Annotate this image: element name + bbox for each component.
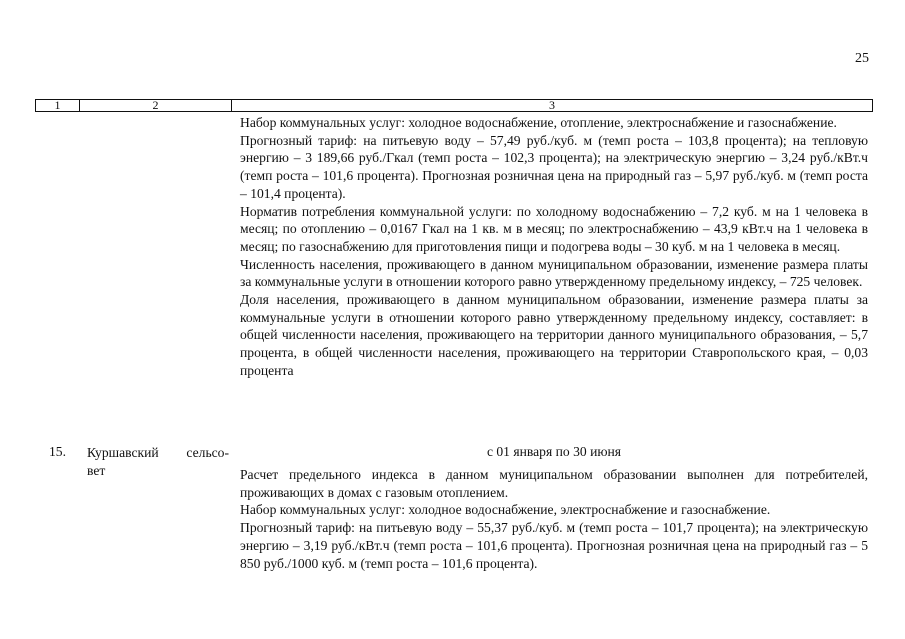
column-header-2: 2 [80,100,232,111]
row15-text [240,466,868,572]
paragraph-calculation-note: Расчет предельного индекса в данном муниципальном образовании выполнен для потребителей, проживающих в домах с газовым отоплением. [240,467,868,500]
paragraph-population-count: Численность населения, проживающего в данном муниципальном образовании, изменение размера платы за коммунальные услуги в отношении которого равно утвержденному предельному индексу, – 725 человек. [240,256,868,290]
paragraph-services-set: Набор коммунальных услуг: холодное водоснабжение, электроснабжение и газоснабжение. [240,502,771,518]
period-heading: с 01 января по 30 июня [486,444,622,459]
table-column-header [35,99,873,112]
column-header-3: 3 [549,98,555,112]
paragraph-population-share: Доля населения, проживающего в данном муниципальном образовании, изменение размера платы за коммунальные услуги в отношении которого равно утвержденному предельному индексу, составляет: в общей численности населения, проживающего на территории данного муниципального образования, – 5,7 процента, в общей численности населения, проживающего на территории Ставропольского края, – 0,03 процента [240,292,868,378]
paragraph-services-set: Набор коммунальных услуг: холодное водоснабжение, отопление, электроснабжение и газоснабжение. [240,115,837,130]
column-header-1: 1 [36,100,80,111]
continued-row-text [240,114,868,380]
paragraph-consumption-norm: Норматив потребления коммунальной услуги: по холодному водоснабжению – 7,2 куб. м на 1 человека в месяц; по отоплению – 0,0167 Гкал на 1 кв. м в месяц; по электроснабжению – 43,9 кВт.ч на 1 человека в месяц; по газоснабжению для приготовления пищи и подогрева воды – 30 куб. м на 1 человека в месяц. [240,203,868,254]
municipality-name-line2: вет [87,462,106,478]
municipality-name-line1: Куршавский сельсо- [87,445,229,460]
page-number: 25 [855,51,869,66]
municipality-name [87,444,229,479]
paragraph-forecast-tariff: Прогнозный тариф: на питьевую воду – 57,49 руб./куб. м (темп роста – 103,8 процента); на тепловую энергию – 3 189,66 руб./Гкал (темп роста – 102,3 процента); на электрическую энергию – 3,24 руб./кВт.ч (темп роста – 101,6 процента). Прогнозная розничная цена на природный газ – 5,97 руб./куб. м (темп роста – 101,4 процента). [240,132,868,201]
paragraph-forecast-tariff: Прогнозный тариф: на питьевую воду – 55,37 руб./куб. м (темп роста – 101,7 процента); на электрическую энергию – 3,19 руб./кВт.ч (темп роста – 101,6 процента). Прогнозная розничная цена на природный газ – 5 850 руб./1000 куб. м (темп роста – 101,6 процента). [240,520,868,571]
row-number: 15. [49,444,66,459]
